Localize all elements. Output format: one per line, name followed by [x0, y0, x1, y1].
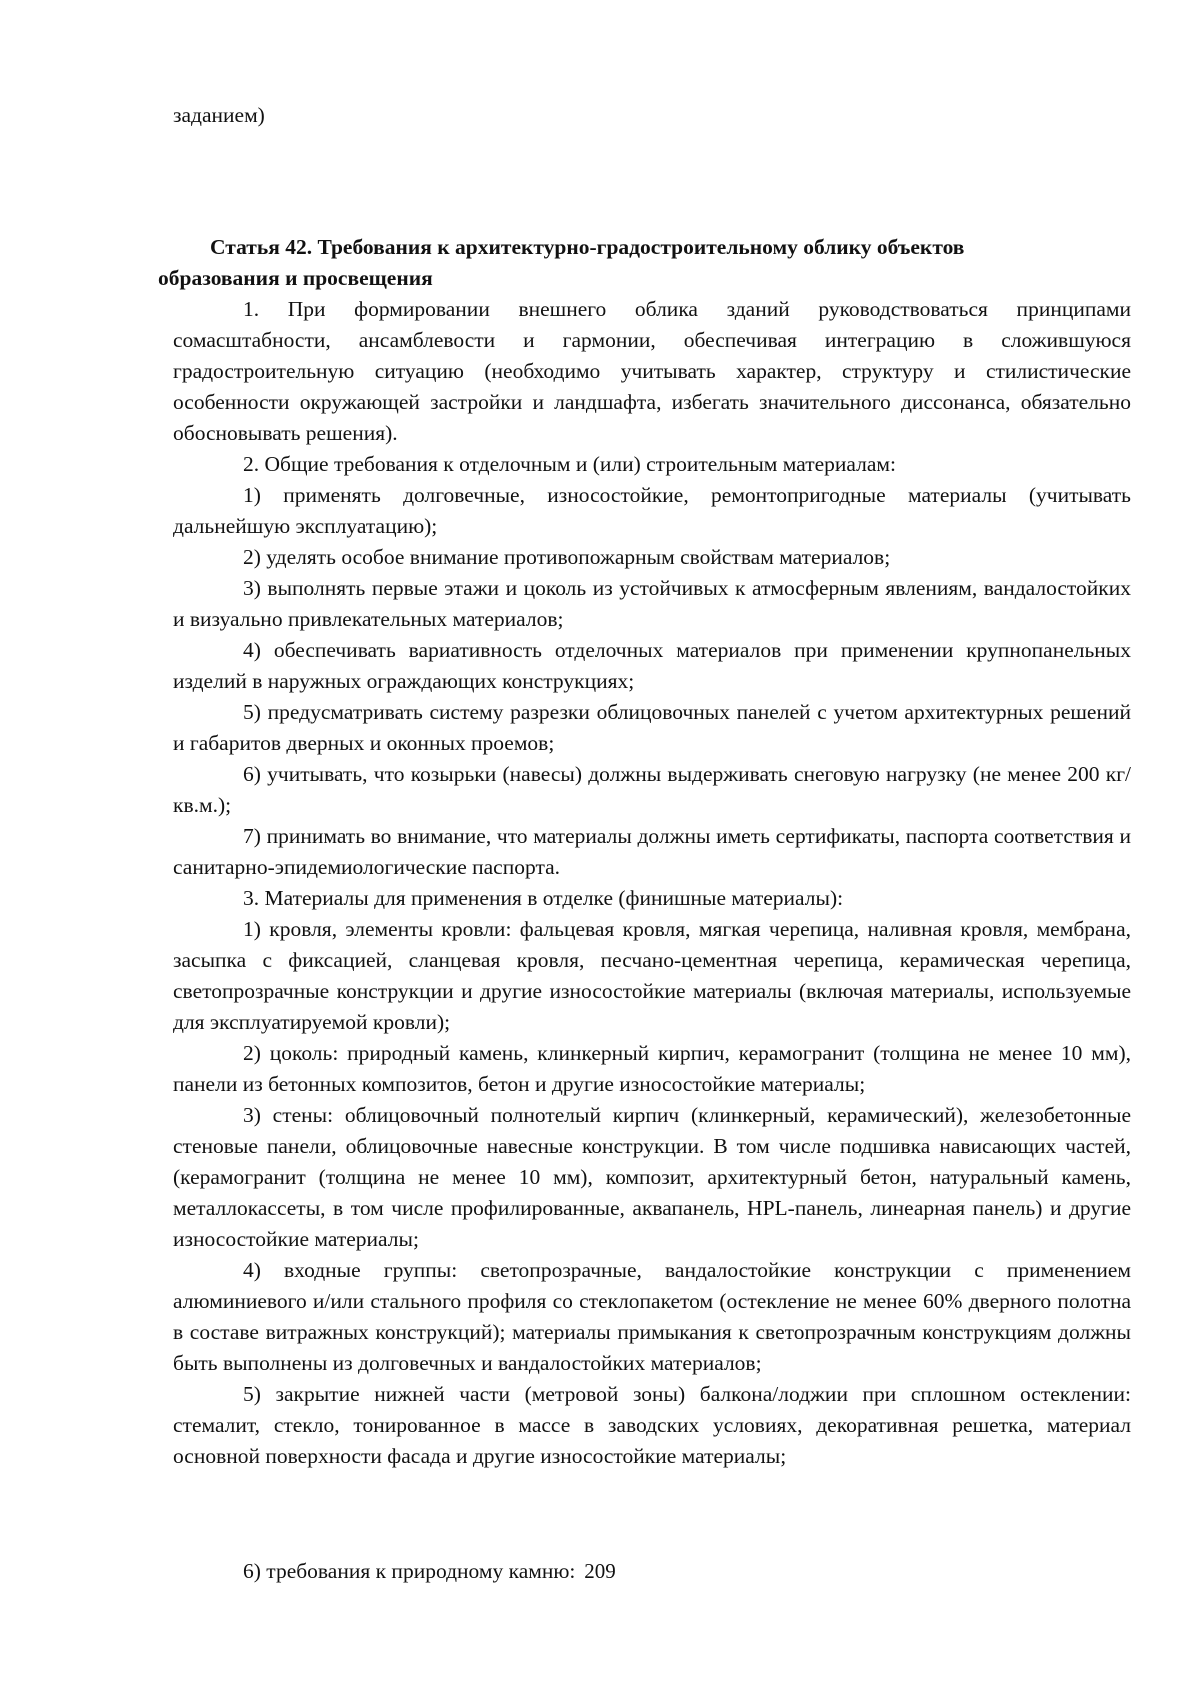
page-number: 209 — [584, 1559, 616, 1583]
paragraph: 5) предусматривать систему разрезки облицовочных панелей с учетом архитектурных решений и габаритов дверных и оконных проемов; — [173, 700, 1131, 755]
paragraph-last-line: 6) требования к природному камню: — [243, 1559, 576, 1583]
paragraph: 2. Общие требования к отделочным и (или) строительным материалам: — [243, 452, 896, 476]
paragraph: 2) уделять особое внимание противопожарным свойствам материалов; — [243, 545, 891, 569]
paragraph: 6) учитывать, что козырьки (навесы) должны выдерживать снеговую нагрузку (не менее 200 кг/кв.м.); — [173, 762, 1131, 817]
paragraph: 3) стены: облицовочный полнотелый кирпич (клинкерный, керамический), железобетонные стеновые панели, облицовочные навесные конструкции. В том числе подшивка нависающих частей, (керамогранит (толщина не менее 10 мм), композит, архитектурный бетон, натуральный камень, металлокассеты, в том числе профилированные, аквапанель, HPL-панель, линеарная панель) и другие износостойкие материалы; — [173, 1103, 1131, 1251]
paragraph: 3) выполнять первые этажи и цоколь из устойчивых к атмосферным явлениям, вандалостойких и визуально привлекательных материалов; — [173, 576, 1131, 631]
article-heading-line-1: Статья 42. Требования к архитектурно-градостроительному облику объектов — [210, 235, 965, 259]
paragraph: 5) закрытие нижней части (метровой зоны) балкона/лоджии при сплошном остеклении: стемалит, стекло, тонированное в массе в заводских условиях, декоративная решетка, материал основной поверхности фасада и другие износостойкие материалы; — [173, 1382, 1131, 1468]
paragraph: 1. При формировании внешнего облика зданий руководствоваться принципами сомасштабности, ансамблевости и гармонии, обеспечивая интеграцию в сложившуюся градостроительную ситуацию (необходимо учитывать характер, структуру и стилистические особенности окружающей застройки и ландшафта, избегать значительного диссонанса, обязательно обосновывать решения). — [173, 297, 1131, 445]
paragraph: 2) цоколь: природный камень, клинкерный кирпич, керамогранит (толщина не менее 10 мм), панели из бетонных композитов, бетон и другие износостойкие материалы; — [173, 1041, 1131, 1096]
paragraph: 7) принимать во внимание, что материалы должны иметь сертификаты, паспорта соответствия и санитарно-эпидемиологические паспорта. — [173, 824, 1131, 879]
paragraph: 1) кровля, элементы кровли: фальцевая кровля, мягкая черепица, наливная кровля, мембрана, засыпка с фиксацией, сланцевая кровля, песчано-цементная черепица, керамическая черепица, светопрозрачные конструкции и другие износостойкие материалы (включая материалы, используемые для эксплуатируемой кровли); — [173, 917, 1131, 1034]
article-body — [173, 294, 1131, 1472]
paragraph: 4) входные группы: светопрозрачные, вандалостойкие конструкции с применением алюминиевого и/или стального профиля со стеклопакетом (остекление не менее 60% дверного полотна в составе витражных конструкций); материалы примыкания к светопрозрачным конструкциям должны быть выполнены из долговечных и вандалостойких материалов; — [173, 1258, 1131, 1375]
continued-fragment: заданием) — [173, 103, 265, 127]
article-heading — [158, 232, 1133, 294]
paragraph: 1) применять долговечные, износостойкие, ремонтопригодные материалы (учитывать дальнейшую эксплуатацию); — [173, 483, 1131, 538]
paragraph: 4) обеспечивать вариативность отделочных материалов при применении крупнопанельных изделий в наружных ограждающих конструкциях; — [173, 638, 1131, 693]
paragraph: 3. Материалы для применения в отделке (финишные материалы): — [243, 886, 844, 910]
article-heading-line-2: образования и просвещения — [158, 266, 433, 290]
